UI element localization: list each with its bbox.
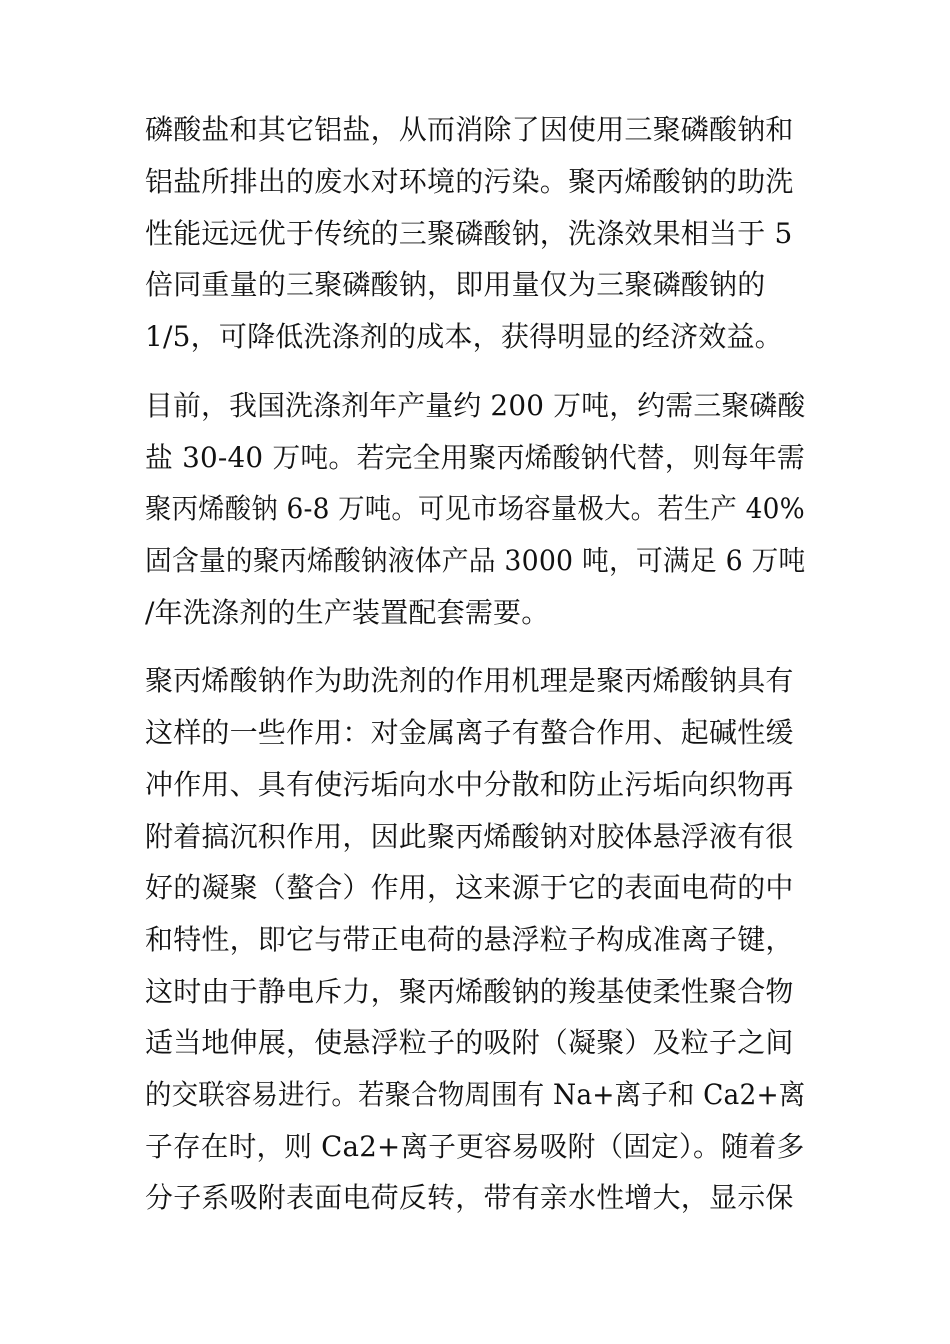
text-line: 聚丙烯酸钠作为助洗剂的作用机理是聚丙烯酸钠具有 [145, 664, 794, 697]
text-line: 聚丙烯酸钠 6-8 万吨。可见市场容量极大。若生产 40% [145, 492, 805, 525]
text-line: 子存在时，则 Ca2+离子更容易吸附（固定）。随着多 [145, 1130, 805, 1163]
text-line: /年洗涤剂的生产装置配套需要。 [145, 596, 550, 629]
text-line: 磷酸盐和其它铝盐，从而消除了因使用三聚磷酸钠和 [145, 113, 794, 146]
text-line: 倍同重量的三聚磷酸钠，即用量仅为三聚磷酸钠的 [145, 268, 766, 301]
text-line: 分子系吸附表面电荷反转，带有亲水性增大，显示保 [145, 1181, 794, 1214]
text-line: 和特性，即它与带正电荷的悬浮粒子构成准离子键， [145, 923, 794, 956]
text-line: 固含量的聚丙烯酸钠液体产品 3000 吨，可满足 6 万吨 [145, 544, 806, 577]
text-line: 铝盐所排出的废水对环境的污染。聚丙烯酸钠的助洗 [145, 165, 794, 198]
text-line: 好的凝聚（螯合）作用，这来源于它的表面电荷的中 [145, 871, 794, 904]
text-line: 的交联容易进行。若聚合物周围有 Na+离子和 Ca2+离 [145, 1078, 806, 1111]
text-line: 冲作用、具有使污垢向水中分散和防止污垢向织物再 [145, 768, 794, 801]
text-line: 这样的一些作用：对金属离子有螯合作用、起碱性缓 [145, 716, 794, 749]
text-line: 盐 30-40 万吨。若完全用聚丙烯酸钠代替，则每年需 [145, 441, 805, 474]
text-line: 1/5，可降低洗涤剂的成本，获得明显的经济效益。 [145, 320, 783, 353]
text-line: 性能远远优于传统的三聚磷酸钠，洗涤效果相当于 5 [145, 217, 793, 250]
text-line: 目前，我国洗涤剂年产量约 200 万吨，约需三聚磷酸 [145, 389, 806, 422]
text-line: 附着搞沉积作用，因此聚丙烯酸钠对胶体悬浮液有很 [145, 820, 794, 853]
text-line: 适当地伸展，使悬浮粒子的吸附（凝聚）及粒子之间 [145, 1026, 794, 1059]
text-line: 这时由于静电斥力，聚丙烯酸钠的羧基使柔性聚合物 [145, 975, 794, 1008]
